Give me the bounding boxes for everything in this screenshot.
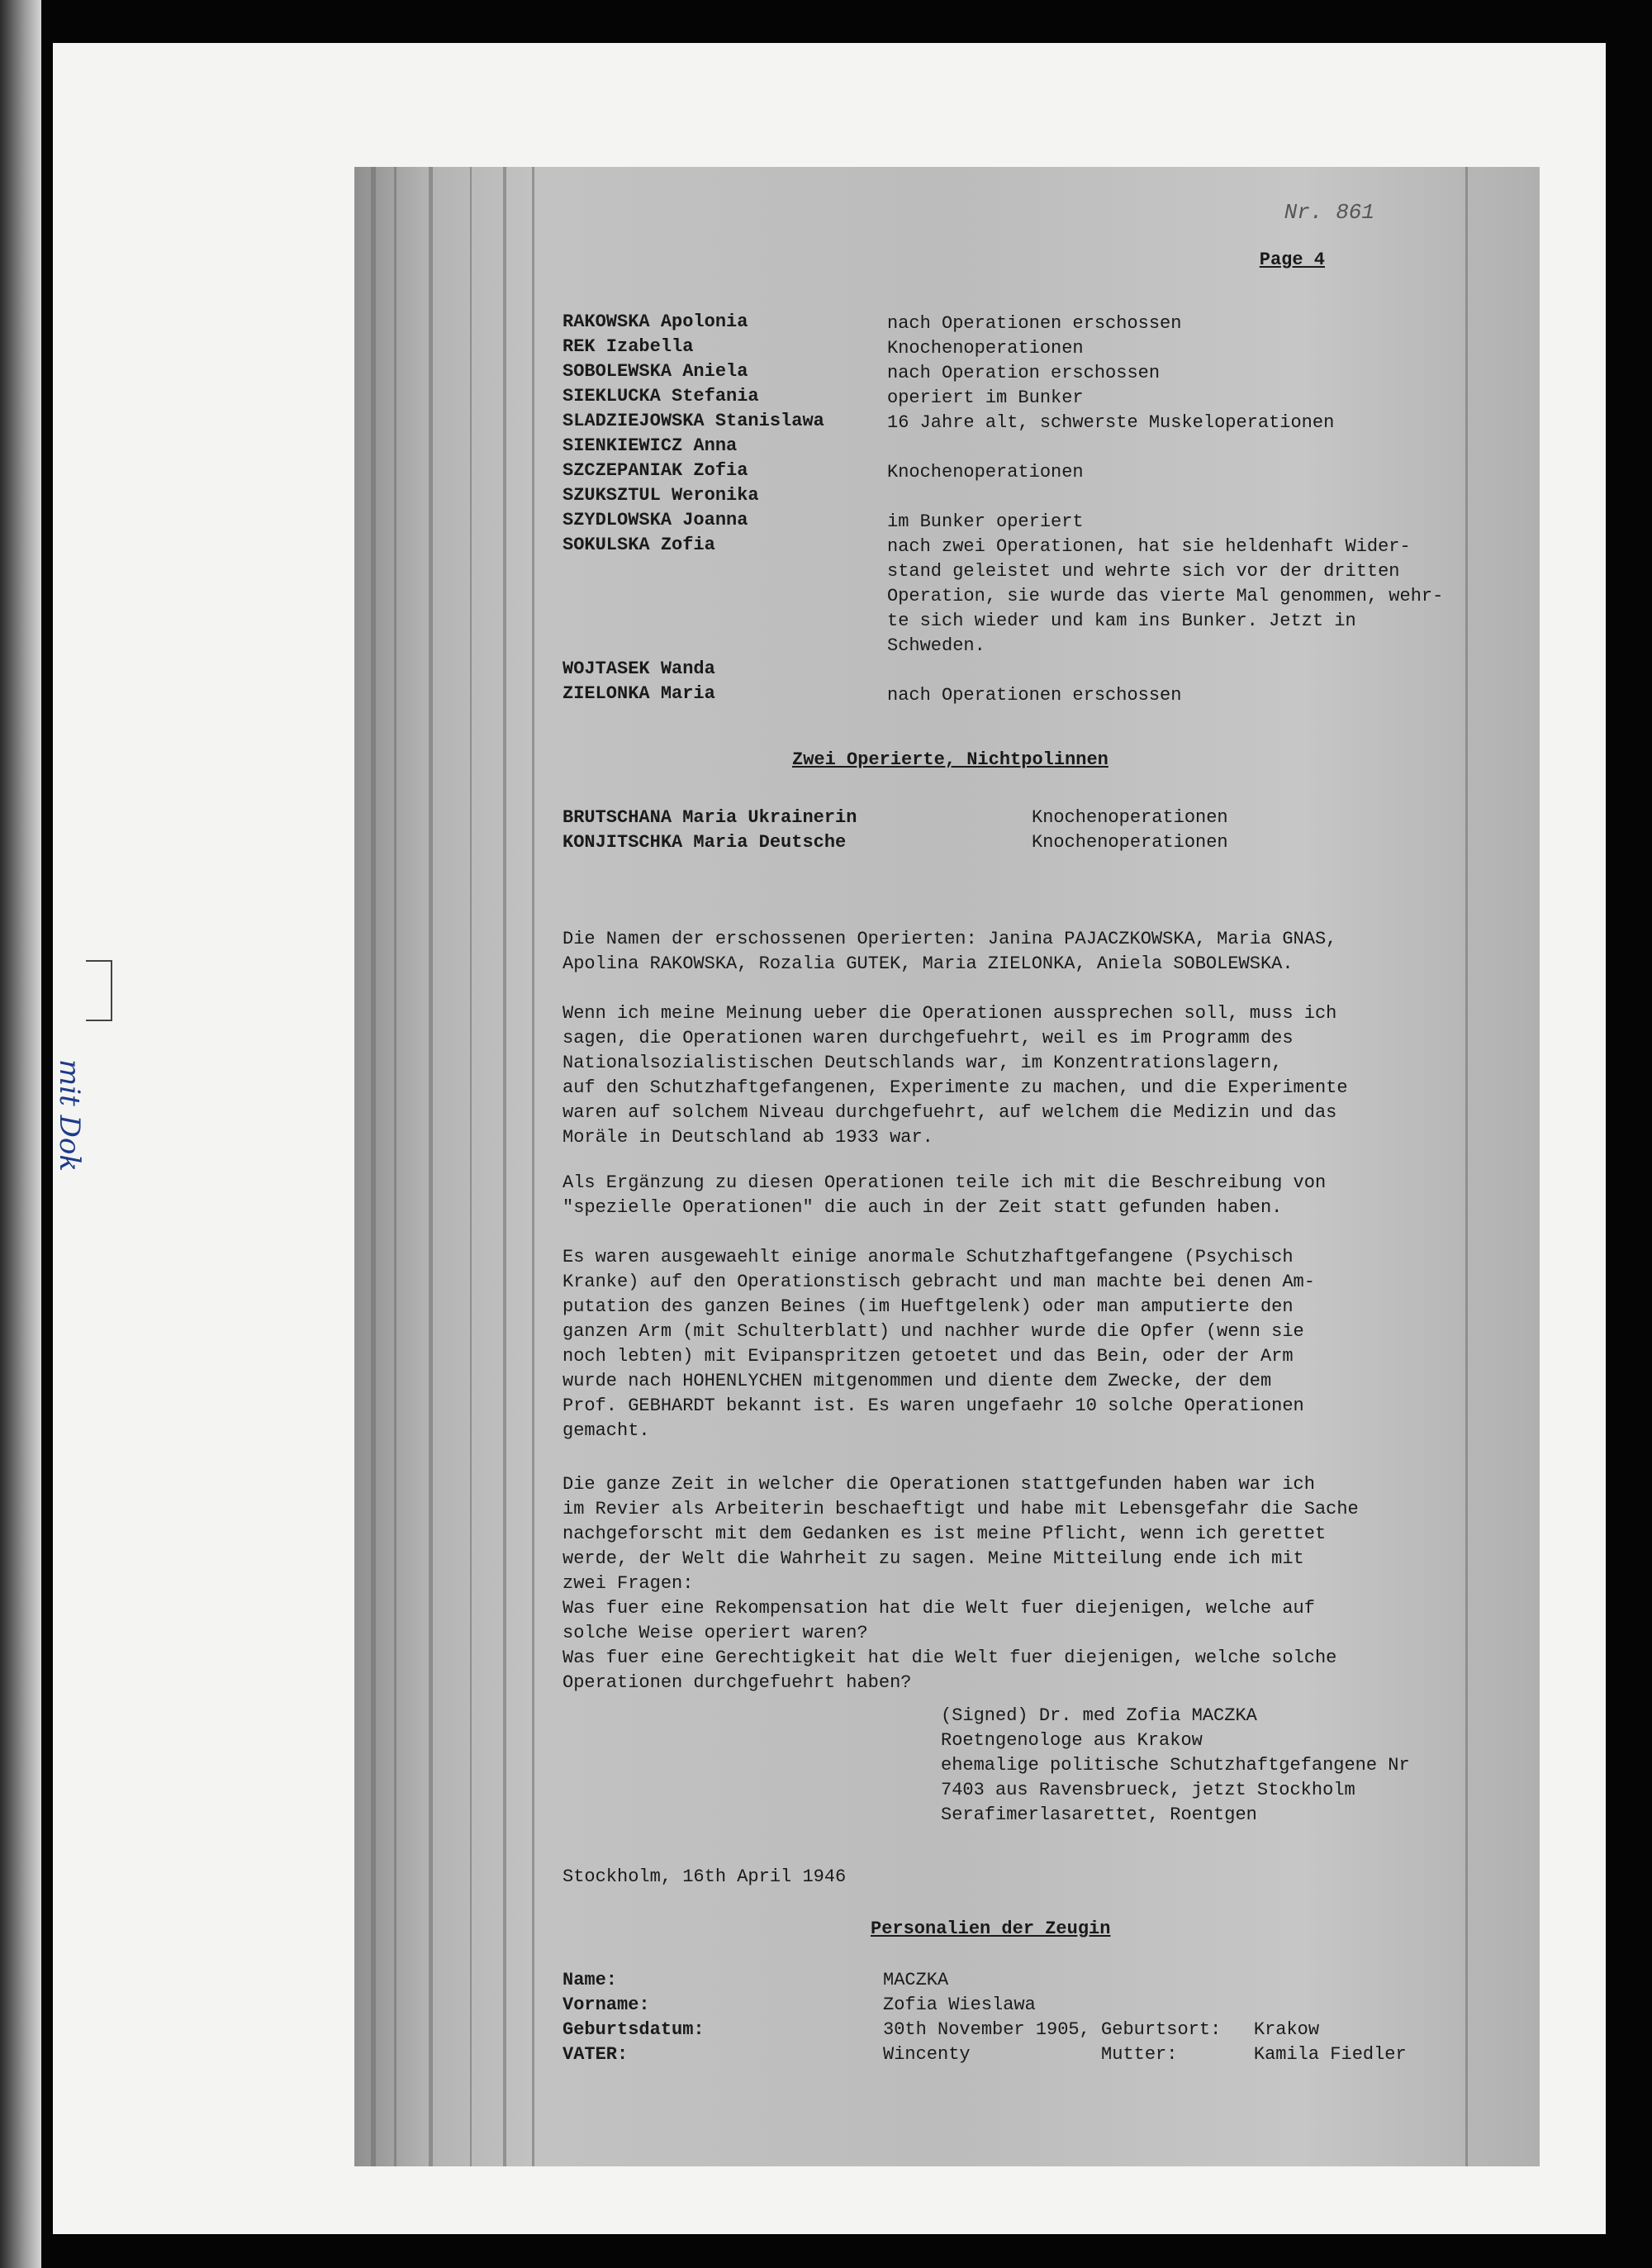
victim-note: nach zwei Operationen, hat sie heldenhaft Wider- stand geleistet und wehrte sich vor der dritten Operation, sie wurde das vierte Mal genommen, wehr- te sich wieder und kam ins Bunker. Jetzt in Schweden. (887, 536, 1444, 656)
victim-note: nach Operation erschossen (887, 363, 1161, 383)
paragraph-names: Die Namen der erschossenen Operierten: Janina PAJACZKOWSKA, Maria GNAS, Apolina RAKOWSKA, Rozalia GUTEK, Maria ZIELONKA, Aniela SOBOLEWSKA. (563, 929, 1337, 974)
non-polish-note: Knochenoperationen (1032, 832, 1228, 853)
personal-heading: Personalien der Zeugin (871, 1919, 1111, 1939)
victim-name: SIENKIEWICZ Anna (563, 435, 738, 456)
non-polish-name: KONJITSCHKA Maria Deutsche (563, 832, 847, 853)
margin-handwritten-note: mit Dok (53, 1059, 86, 1172)
victim-name: SZUKSZTUL Weronika (563, 485, 759, 506)
victim-note: Knochenoperationen (887, 462, 1084, 483)
victim-note: nach Operationen erschossen (887, 313, 1182, 334)
margin-bracket (86, 960, 112, 1021)
archive-number: Nr. 861 (1284, 200, 1374, 225)
victim-name: WOJTASEK Wanda (563, 659, 715, 679)
paragraph-special-operations: Es waren ausgewaehlt einige anormale Schutzhaftgefangene (Psychisch Kranke) auf den Operationstisch gebracht und man machte bei denen Am- putation des ganzen Beines (im Hueftgelenk) oder man amputierte den ganzen Arm (mit Schulterblatt) und nachher wurde die Opfer (wenn sie noch lebten) mit Evipanspritzen getoetet und das Bein, oder der Arm wurde nach HOHENLYCHEN mitgenommen und diente dem Zwecke, der dem Prof. GEBHARDT bekannt ist. Es waren ungefaehr 10 solche Operationen gemacht. (563, 1247, 1315, 1441)
victim-name: RAKOWSKA Apolonia (563, 311, 748, 332)
victim-name: SZYDLOWSKA Joanna (563, 510, 748, 530)
victim-name: SOBOLEWSKA Aniela (563, 361, 748, 382)
victim-name: SLADZIEJOWSKA Stanislawa (563, 411, 824, 431)
book-binding-edge (0, 0, 41, 2268)
paragraph-opinion: Wenn ich meine Meinung ueber die Operationen aussprechen soll, muss ich sagen, die Operationen waren durchgefuehrt, weil es im Programm des Nationalsozialistischen Deutschlands war, im Konzentrationslagern, auf den Schutzhaftgefangenen, Experimente zu machen, und die Experimente waren auf solchem Niveau durchgefuehrt, auf welchem die Medizin und das Moräle in Deutschland ab 1933 war. (563, 1003, 1348, 1148)
paragraph-supplement: Als Ergänzung zu diesen Operationen teile ich mit die Beschreibung von "spezielle Operationen" die auch in der Zeit statt gefunden haben. (563, 1172, 1327, 1218)
scan-page (53, 43, 1606, 2234)
victim-name: ZIELONKA Maria (563, 683, 715, 704)
victim-name: SZCZEPANIAK Zofia (563, 460, 748, 481)
non-polish-name: BRUTSCHANA Maria Ukrainerin (563, 807, 857, 828)
place-date: Stockholm, 16th April 1946 (563, 1866, 847, 1887)
non-polish-note: Knochenoperationen (1032, 807, 1228, 828)
victim-note: Knochenoperationen (887, 338, 1084, 359)
signature-block: (Signed) Dr. med Zofia MACZKA Roetngenologe aus Krakow ehemalige politische Schutzhaftgefangene Nr 7403 aus Ravensbrueck, jetzt Stockholm Serafimerlasarettet, Roentgen (941, 1705, 1410, 1825)
page-number: Page 4 (1259, 250, 1325, 270)
victim-note: im Bunker operiert (887, 511, 1084, 532)
victim-note: nach Operationen erschossen (887, 685, 1182, 706)
victim-name: SOKULSKA Zofia (563, 535, 715, 555)
victim-note: 16 Jahre alt, schwerste Muskeloperationen (887, 412, 1335, 433)
personal-labels: Name: Vorname: Geburtsdatum: VATER: (563, 1970, 705, 2065)
victim-note: operiert im Bunker (887, 388, 1084, 408)
non-polish-heading: Zwei Operierte, Nichtpolinnen (792, 749, 1108, 770)
personal-values: MACZKA Zofia Wieslawa 30th November 1905, Geburtsort: Krakow Wincenty Mutter: Kamila Fiedler (883, 1970, 1407, 2065)
victim-name: SIEKLUCKA Stefania (563, 386, 759, 407)
victim-name: REK Izabella (563, 336, 694, 357)
document-photocopy (354, 167, 1540, 2166)
paragraph-closing: Die ganze Zeit in welcher die Operationen stattgefunden haben war ich im Revier als Arbeiterin beschaeftigt und habe mit Lebensgefahr die Sache nachgeforscht mit dem Gedanken es ist meine Pflicht, wenn ich gerettet werde, der Welt die Wahrheit zu sagen. Meine Mitteilung ende ich mit zwei Fragen: Was fuer eine Rekompensation hat die Welt fuer diejenigen, welche auf solche Weise operiert waren? Was fuer eine Gerechtigkeit hat die Welt fuer diejenigen, welche solche Operationen durchgefuehrt haben? (563, 1474, 1359, 1693)
